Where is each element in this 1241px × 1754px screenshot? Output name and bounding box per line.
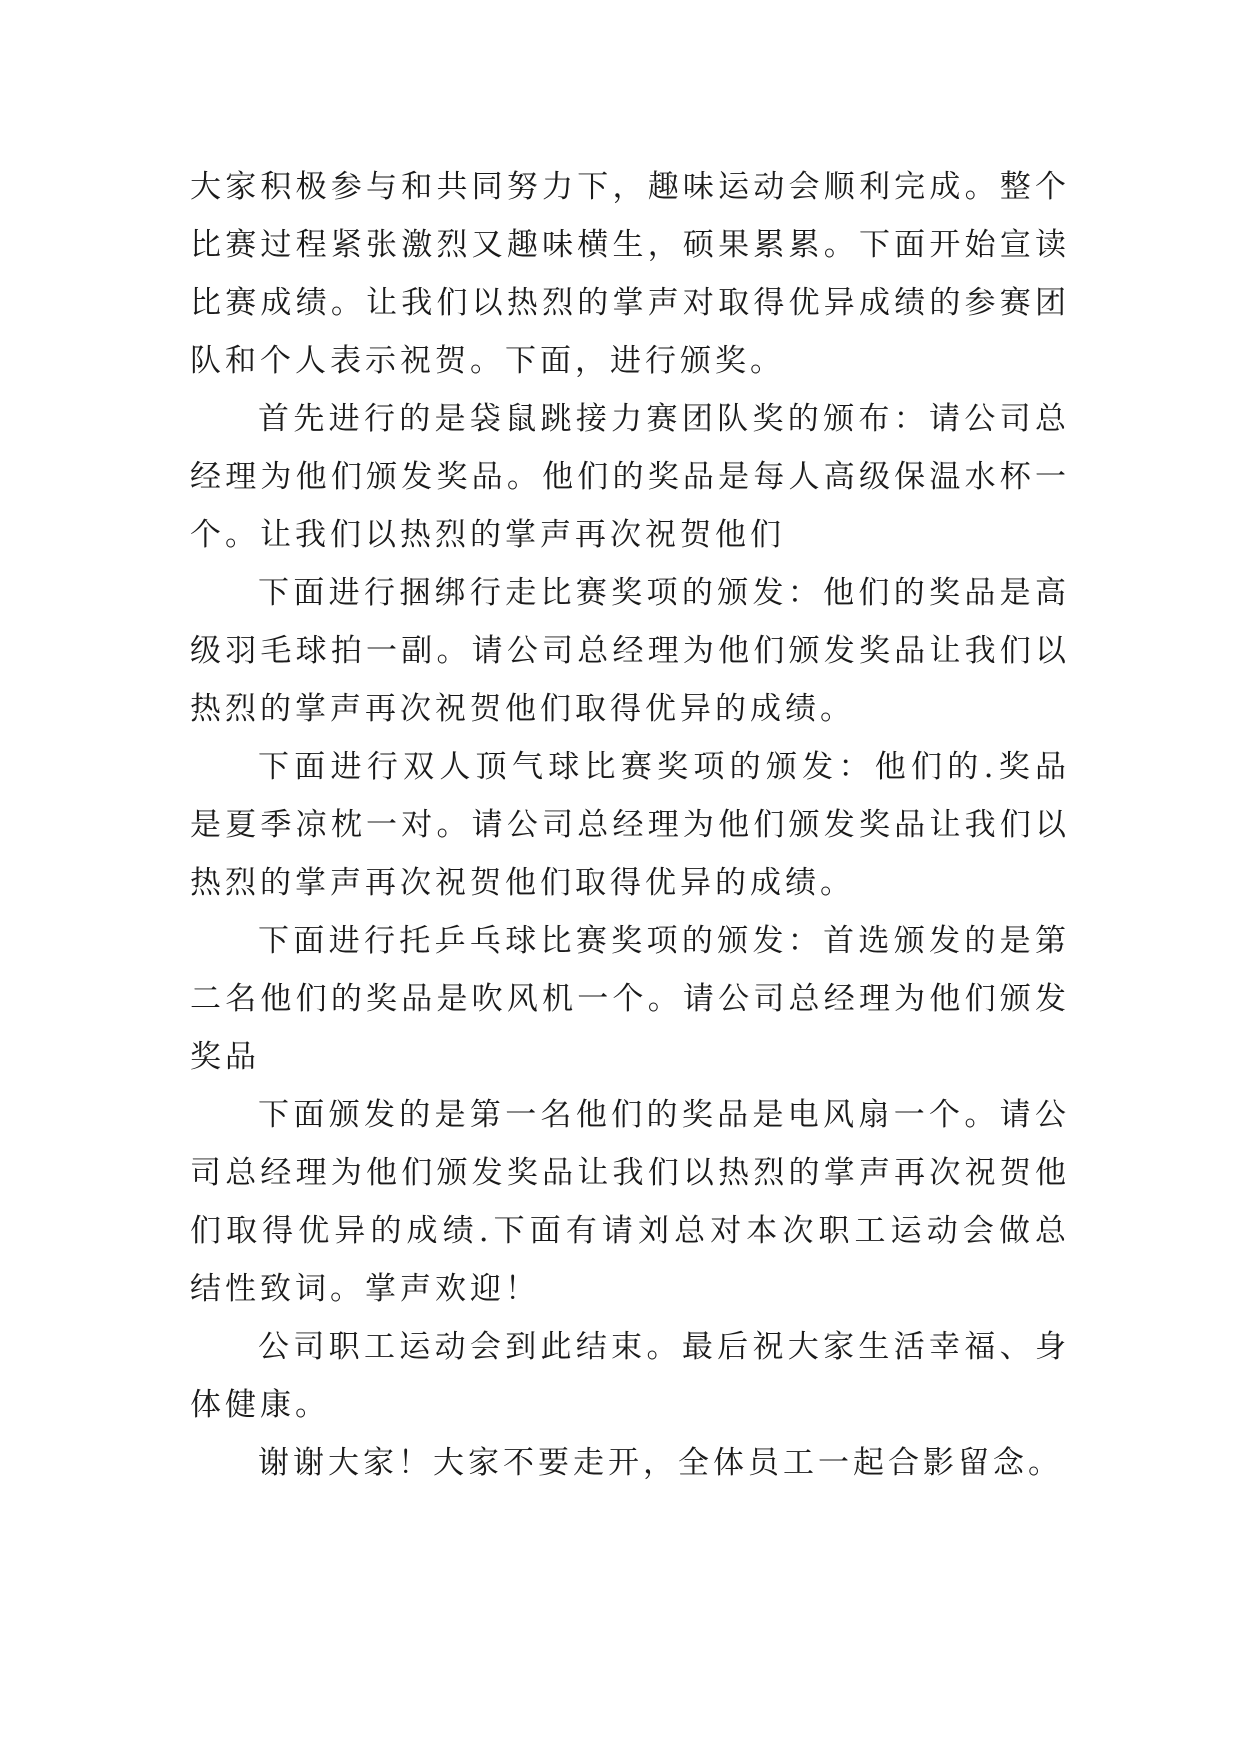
paragraph-tied-walk: 下面进行捆绑行走比赛奖项的颁发：他们的奖品是高级羽毛球拍一副。请公司总经理为他们颁发奖品让我们以热烈的掌声再次祝贺他们取得优异的成绩。 [190, 575, 1070, 727]
paragraph-ping-pong-second: 下面进行托乒乓球比赛奖项的颁发：首选颁发的是第二名他们的奖品是吹风机一个。请公司总经理为他们颁发奖品 [190, 923, 1070, 1075]
paragraph-thanks: 谢谢大家！大家不要走开，全体员工一起合影留念。 [258, 1445, 1063, 1481]
paragraph-opening: 大家积极参与和共同努力下，趣味运动会顺利完成。整个比赛过程紧张激烈又趣味横生，硕果累累。下面开始宣读比赛成绩。让我们以热烈的掌声对取得优异成绩的参赛团队和个人表示祝贺。下面，进行颁奖。 [190, 169, 1070, 379]
paragraph-closing: 公司职工运动会到此结束。最后祝大家生活幸福、身体健康。 [190, 1329, 1070, 1423]
paragraph-kangaroo-relay: 首先进行的是袋鼠跳接力赛团队奖的颁布：请公司总经理为他们颁发奖品。他们的奖品是每人高级保温水杯一个。让我们以热烈的掌声再次祝贺他们 [190, 401, 1070, 553]
paragraph-ping-pong-first: 下面颁发的是第一名他们的奖品是电风扇一个。请公司总经理为他们颁发奖品让我们以热烈的掌声再次祝贺他们取得优异的成绩.下面有请刘总对本次职工运动会做总结性致词。掌声欢迎！ [190, 1097, 1070, 1307]
document-body [190, 158, 1070, 1492]
paragraph-balloon: 下面进行双人顶气球比赛奖项的颁发：他们的.奖品是夏季凉枕一对。请公司总经理为他们颁发奖品让我们以热烈的掌声再次祝贺他们取得优异的成绩。 [190, 749, 1070, 901]
